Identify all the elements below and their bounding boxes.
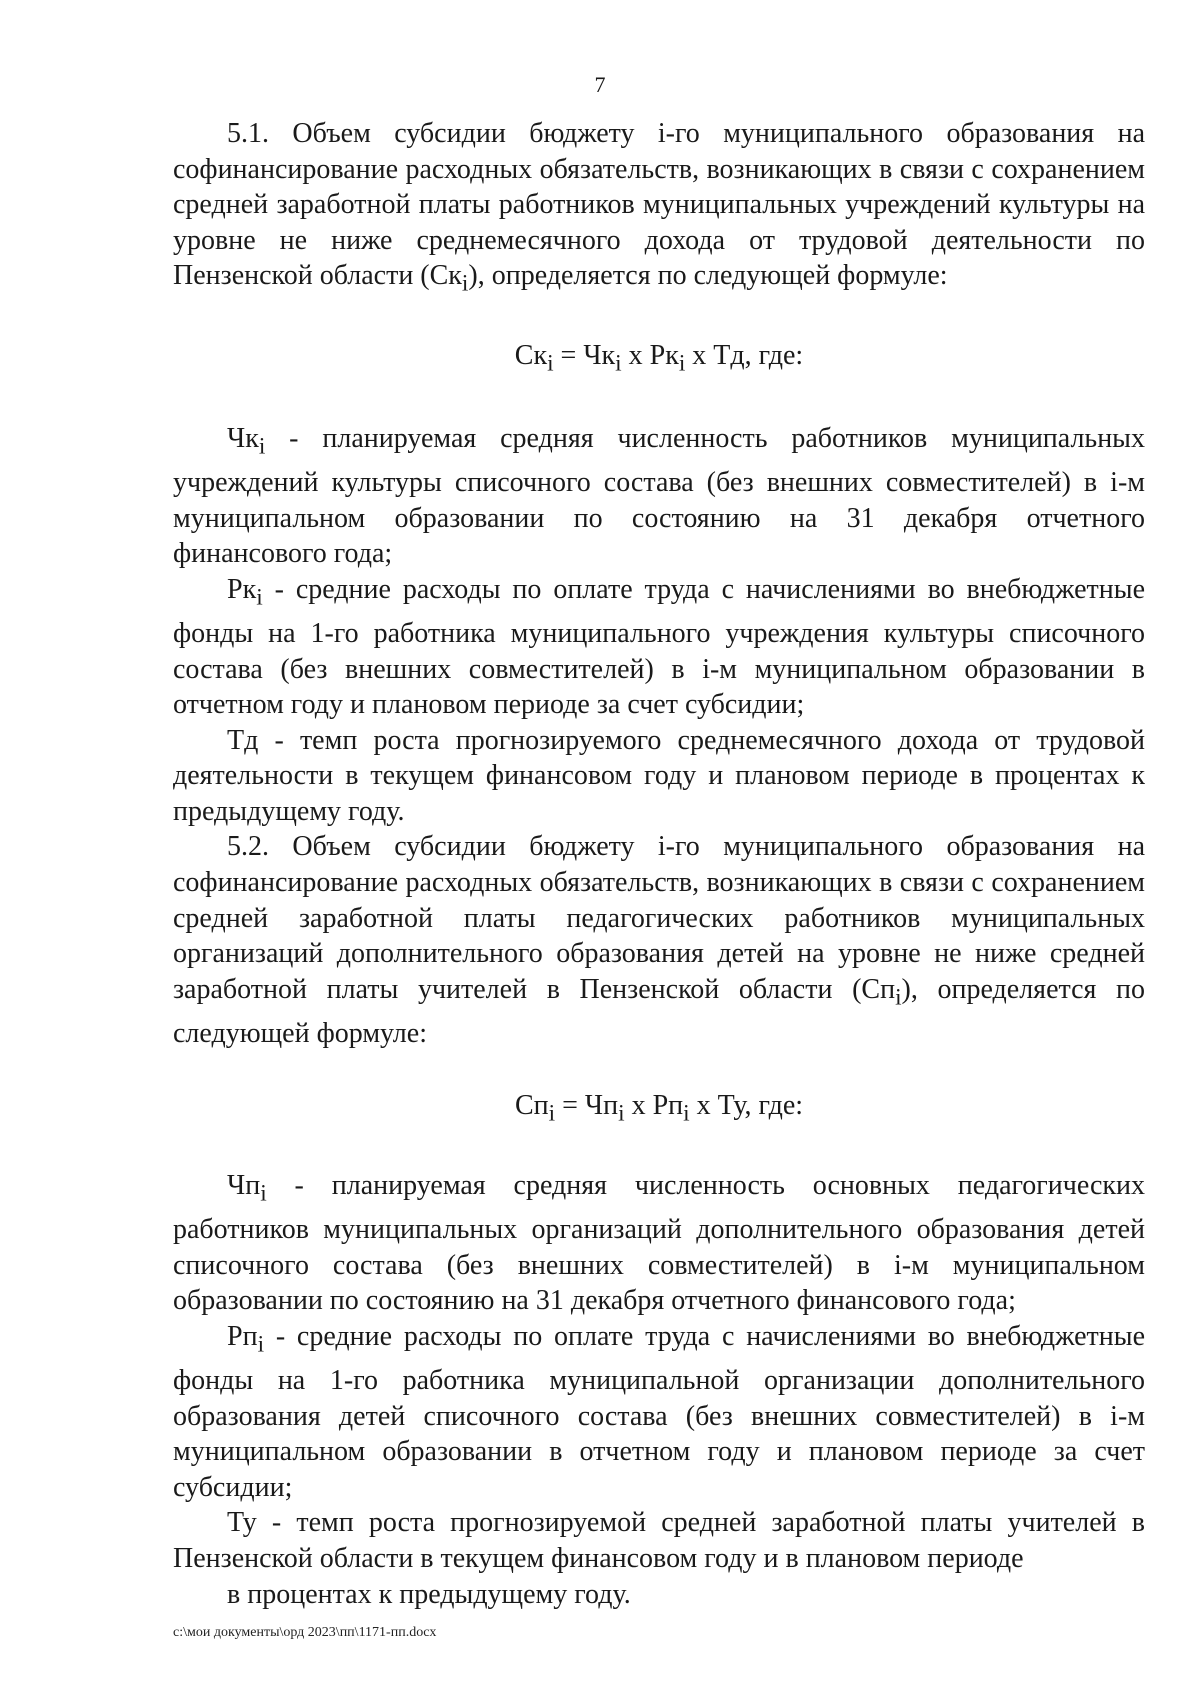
definition-rk: $Рк_i$ - средние расходы по оплате труда с начислениями во внебюджетные фонды на 1-го работника муниципального учреждения культуры списочного состава (без внешних совместителей) в i-м муниципальном образовании в отчетном году и плановом периоде за счет субсидии; (173, 573, 1145, 721)
file-path-footer: c:\мои документы\орд 2023\пп\1171-пп.docx (173, 1625, 437, 1640)
page-number: 7 (594, 72, 606, 97)
definition-chp: $Чп_i$ - планируемая средняя численность основных педагогических работников муниципальных организаций дополнительного образования детей списочного состава (без внешних совместителей) в i-м муниципальном образовании по состоянию на 31 декабря отчетного финансового года; (173, 1169, 1145, 1317)
definition-chk: $Чк_i$ - планируемая средняя численность работников муниципальных учреждений культуры списочного состава (без внешних совместителей) в i-м муниципальном образовании по состоянию на 31 декабря отчетного финансового года; (173, 422, 1145, 570)
paragraph-5-1: 5.1. Объем субсидии бюджету i-го муниципального образования на софинансирование расходных обязательств, возникающих в связи с сохранением средней заработной платы работников муниципальных учреждений культуры на уровне не ниже среднемесячного дохода от трудовой деятельности по Пензенской области $(Ск_i)$, определяется по следующей формуле: (173, 118, 1145, 297)
definition-tu-continuation: в процентах к предыдущему году. (227, 1578, 631, 1610)
definition-tu: Ту - темп роста прогнозируемой средней заработной платы учителей в Пензенской области в текущем финансовом году и в плановом периоде (173, 1507, 1145, 1574)
formula-sp: $Сп_i = Чп_i$ х $Рп_i$ х Ту, где: (514, 1089, 804, 1127)
definition-rp: $Рп_i$ - средние расходы по оплате труда с начислениями во внебюджетные фонды на 1-го работника муниципальной организации дополнительного образования детей списочного состава (без внешних совместителей) в i-м муниципальном образовании в отчетном году и плановом периоде за счет субсидии; (173, 1320, 1145, 1503)
paragraph-5-2: 5.2. Объем субсидии бюджету i-го муниципального образования на софинансирование расходных обязательств, возникающих в связи с сохранением средней заработной платы педагогических работников муниципальных организаций дополнительного образования детей на уровне не ниже средней заработной платы учителей в Пензенской области $(Сп_i)$, определяется по следующей формуле: (173, 831, 1145, 1050)
definition-td: Тд - темп роста прогнозируемого среднемесячного дохода от трудовой деятельности в текущем финансовом году и плановом периоде в процентах к предыдущему году. (173, 724, 1145, 827)
document-body (173, 116, 1145, 1612)
formula-ck: $Ск_i = Чк_i$ х $Рк_i$ х Тд, где: (514, 339, 804, 377)
